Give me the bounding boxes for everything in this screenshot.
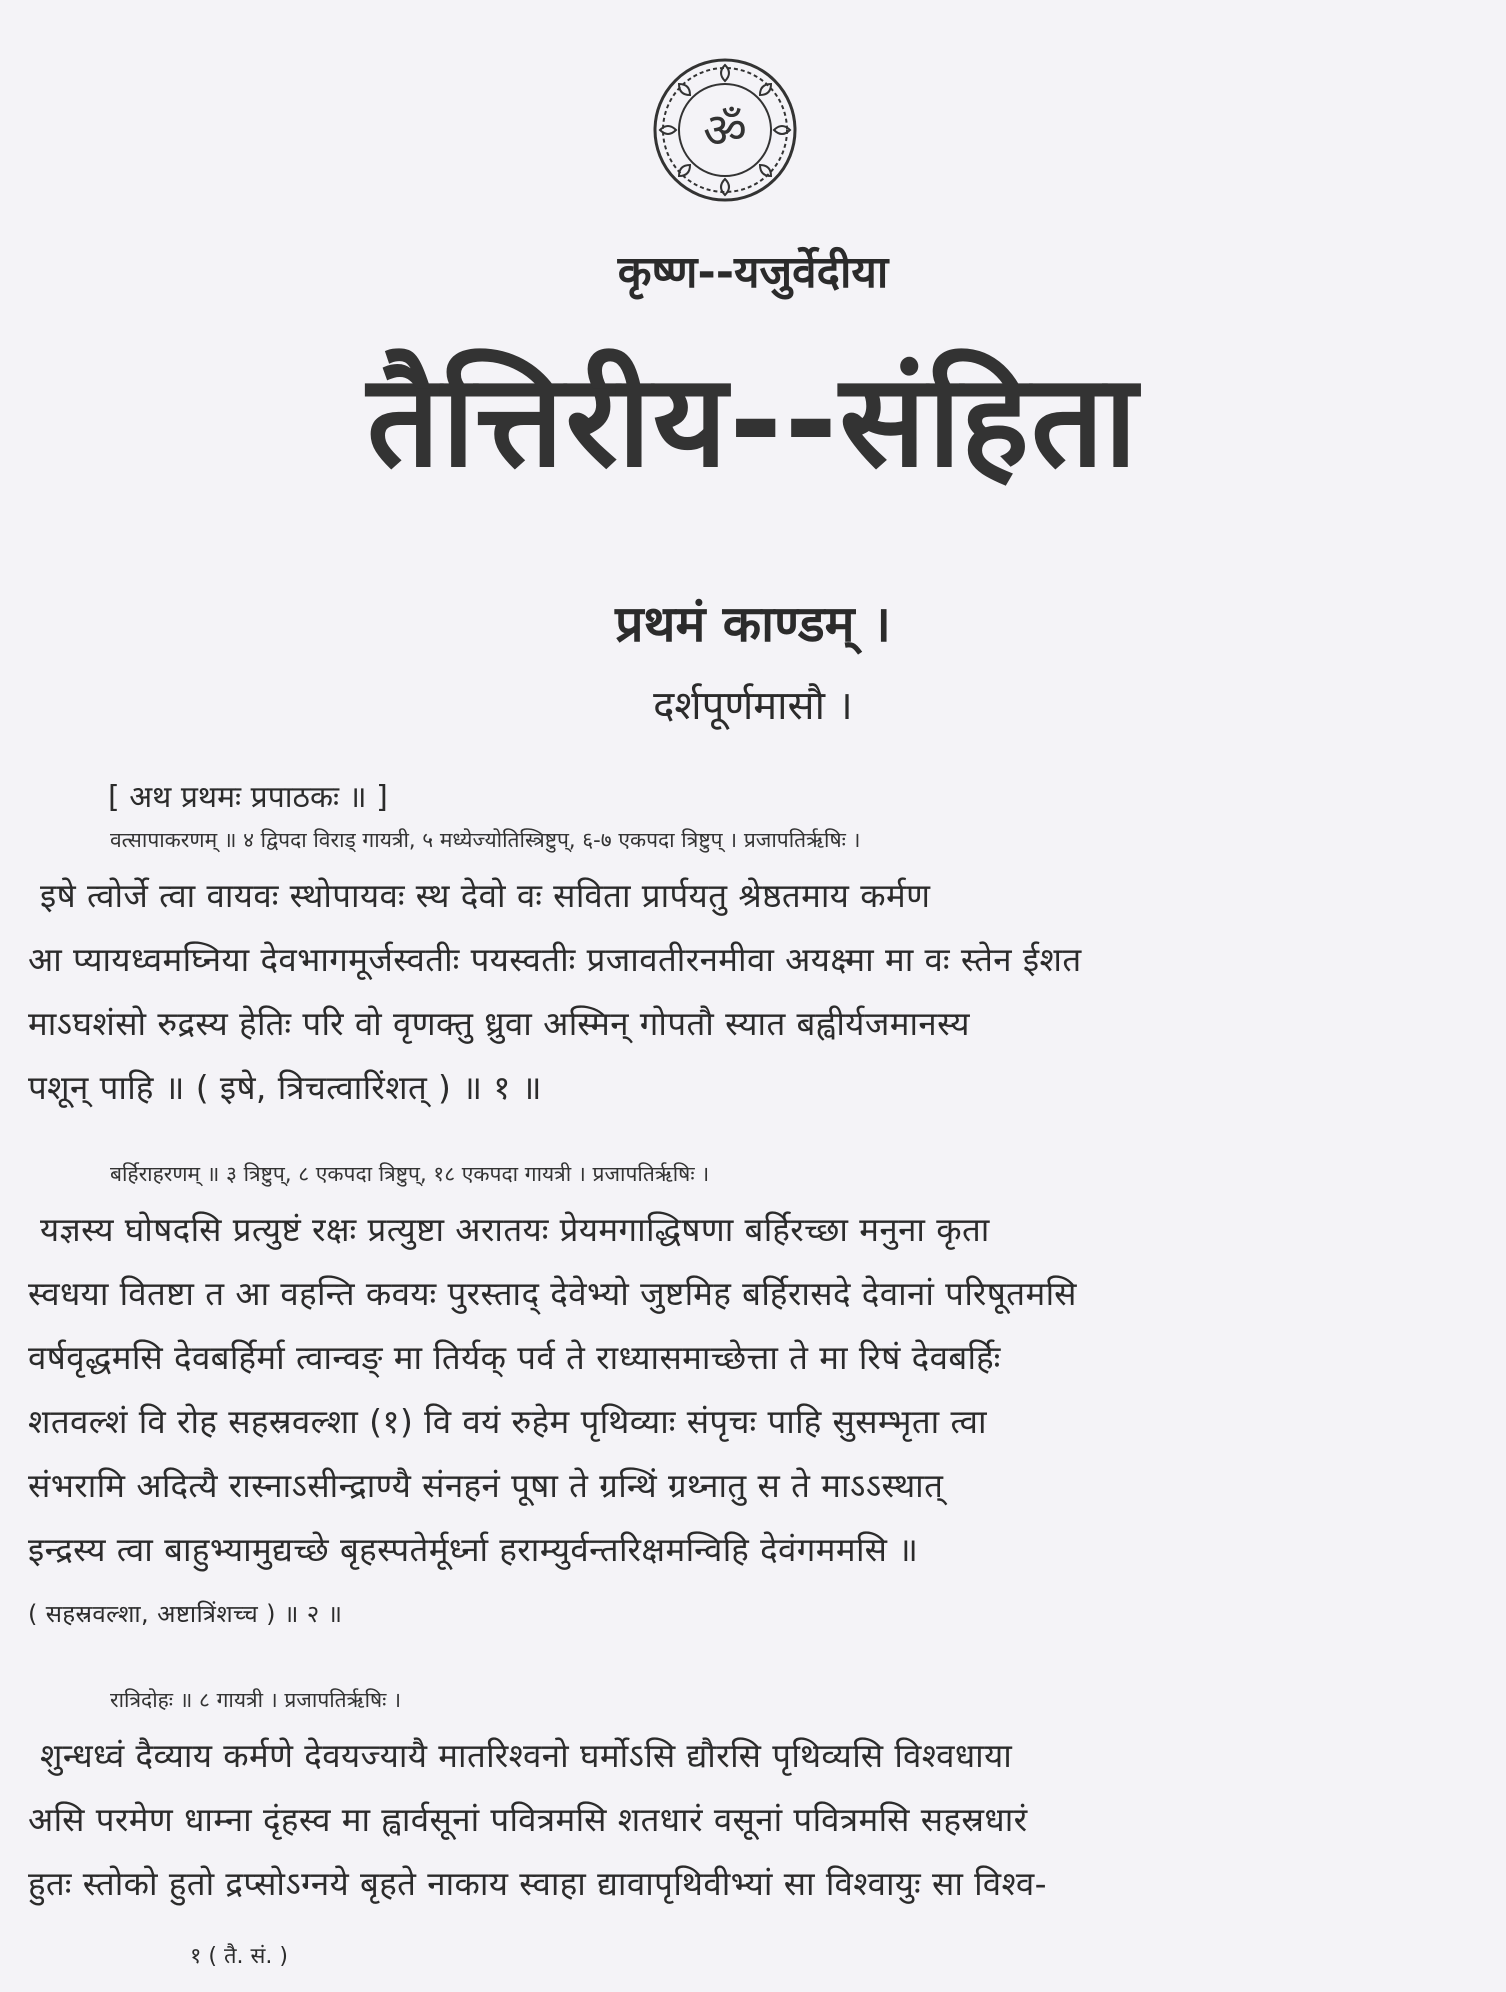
anuvaka-1 — [28, 826, 1468, 1120]
verse-text — [28, 1198, 1468, 1646]
verse-line: संभरामि अदित्यै रास्नाऽसीन्द्राण्यै संनहनं पूषा ते ग्रन्थिं ग्रथ्नातु स ते माऽऽस्थात् — [28, 1466, 944, 1505]
verse-text — [28, 1724, 1468, 1916]
verse-line: यज्ञस्य घोषदसि प्रत्युष्टं रक्षः प्रत्युष्टा अरातयः प्रेयमगाद्धिषणा बर्हिरच्छा मनुना कृता — [40, 1210, 990, 1249]
verse-note: ( सहस्रवल्शा, अष्टात्रिंशच्च ) ॥ २ ॥ — [28, 1600, 343, 1628]
anuvaka-meta: बर्हिराहरणम् ॥ ३ त्रिष्टुप्, ८ एकपदा त्रिष्टुप्, १८ एकपदा गायत्री । प्रजापतिर्ऋषिः । — [110, 1162, 710, 1186]
anuvaka-meta: रात्रिदोहः ॥ ८ गायत्री । प्रजापतिर्ऋषिः । — [110, 1688, 402, 1712]
section-heading: दर्शपूर्णमासौ । — [653, 683, 853, 729]
om-seal-icon — [650, 55, 800, 205]
kanda-heading: प्रथमं काण्डम् । — [615, 595, 891, 653]
veda-subtitle: कृष्ण--यजुर्वेदीया — [617, 247, 889, 298]
om-emblem — [650, 55, 800, 205]
verse-line: शतवल्शं वि रोह सहस्रवल्शा (१) वि वयं रुहेम पृथिव्याः संपृचः पाहि सुसम्भृता त्वा — [28, 1402, 987, 1441]
om-symbol: ॐ — [703, 103, 747, 159]
verse-line: पशून् पाहि ॥ ( इषे, त्रिचत्वारिंशत् ) ॥ १ ॥ — [28, 1068, 542, 1107]
verse-line: आ प्यायध्वमघ्निया देवभागमूर्जस्वतीः पयस्वतीः प्रजावतीरनमीवा अयक्ष्मा मा वः स्तेन ईशत — [28, 940, 1082, 979]
verse-line: माऽघशंसो रुद्रस्य हेतिः परि वो वृणक्तु ध्रुवा अस्मिन् गोपतौ स्यात बह्वीर्यजमानस्य — [28, 1004, 970, 1043]
verse-line: शुन्धध्वं दैव्याय कर्मणे देवयज्यायै मातरिश्वनो घर्मोऽसि द्यौरसि पृथिव्यसि विश्वधाया — [40, 1736, 1013, 1775]
anuvaka-meta: वत्सापाकरणम् ॥ ४ द्विपदा विराड् गायत्री, ५ मध्येज्योतिस्त्रिष्टुप्, ६-७ एकपदा त्रिष्टुप् । प्रजापतिर्ऋषिः । — [110, 828, 861, 852]
verse-line: स्वधया वितष्टा त आ वहन्ति कवयः पुरस्ताद् देवेभ्यो जुष्टमिह बर्हिरासदे देवानां परिषूतमसि — [28, 1274, 1077, 1313]
anuvaka-3 — [28, 1686, 1468, 1916]
verse-line: वर्षवृद्धमसि देवबर्हिर्मा त्वान्वङ् मा तिर्यक् पर्व ते राध्यासमाच्छेत्ता ते मा रिषं देवबर्हिः — [28, 1338, 1001, 1377]
verse-line: इषे त्वोर्जे त्वा वायवः स्थोपायवः स्थ देवो वः सविता प्रार्पयतु श्रेष्ठतमाय कर्मण — [40, 876, 931, 915]
prapathaka-heading: [ अथ प्रथमः प्रपाठकः ॥ ] — [108, 780, 388, 815]
verse-text — [28, 864, 1468, 1120]
anuvaka-2 — [28, 1160, 1468, 1646]
verse-line: हुतः स्तोको हुतो द्रप्सोऽग्नये बृहते नाकाय स्वाहा द्यावापृथिवीभ्यां सा विश्वायुः सा विश्व- — [28, 1864, 1047, 1903]
page-title: तैत्तिरीय--संहिता — [366, 347, 1140, 496]
verse-line: असि परमेण धाम्ना दृंहस्व मा ह्वार्वसूनां पवित्रमसि शतधारं वसूनां पवित्रमसि सहस्रधारं — [28, 1800, 1028, 1839]
page-footer: १ ( तै. सं. ) — [190, 1944, 288, 1969]
verse-line: इन्द्रस्य त्वा बाहुभ्यामुद्यच्छे बृहस्पतेर्मूर्ध्ना हराम्युर्वन्तरिक्षमन्विहि देवंगममसि ॥ — [28, 1530, 919, 1569]
